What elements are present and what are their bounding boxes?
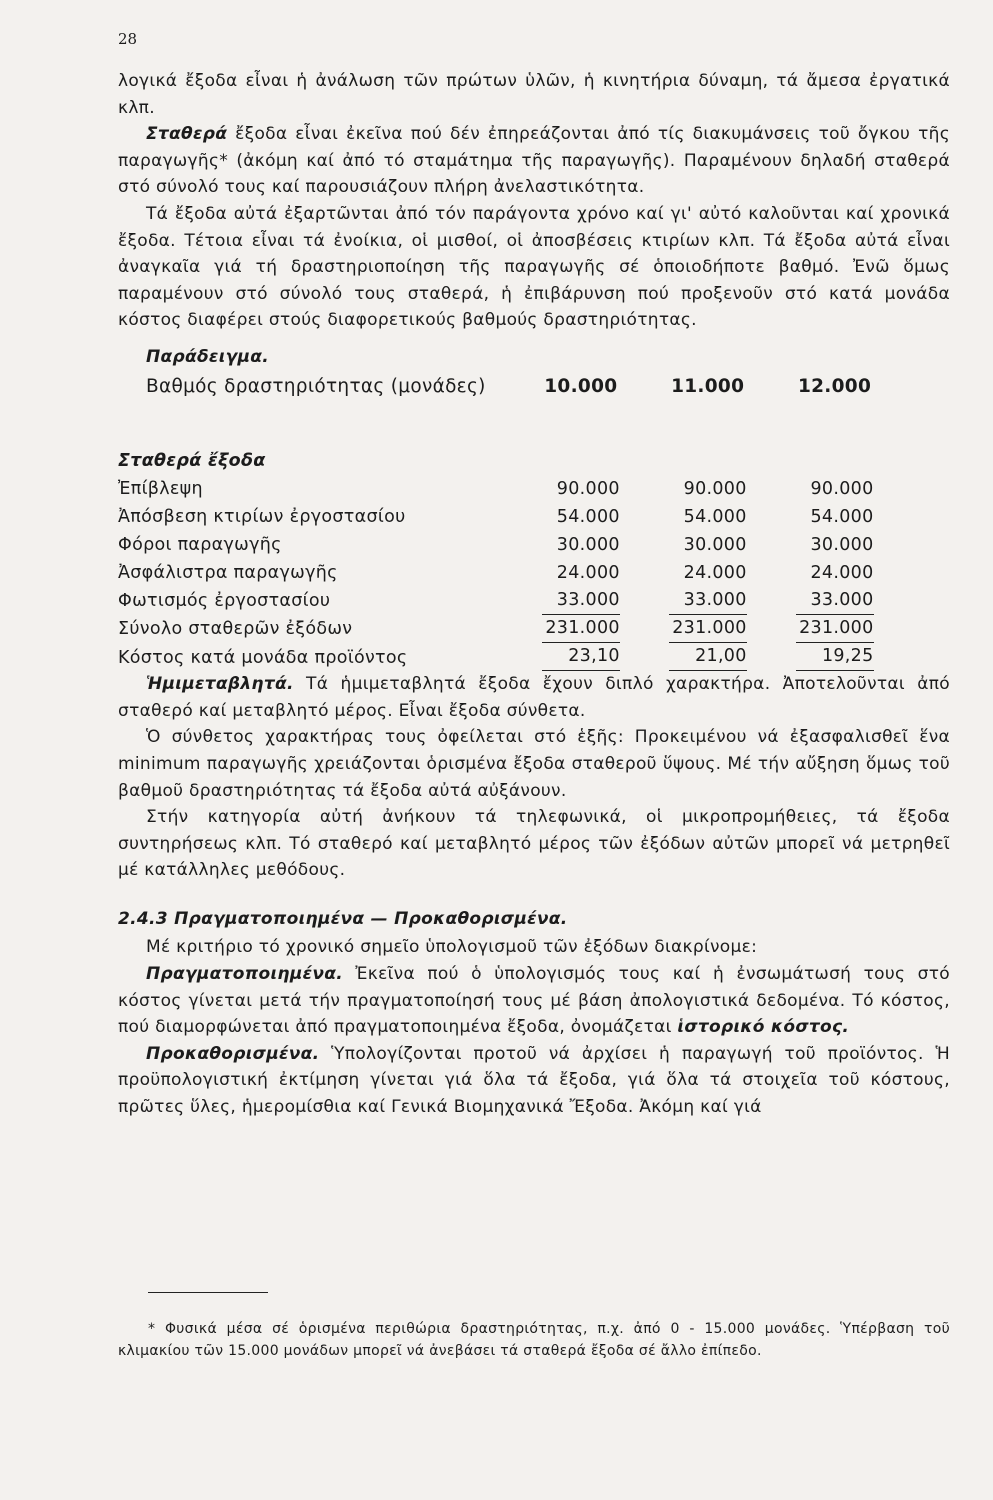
realized-definition: Ἐκεῖνα πού ὁ ὑπολογισμός τους καί ἡ ἐνσωμάτωσή τους στό κόστος γίνεται μετά τήν πραγματοποίησή τους μέ βάση ἀπολογιστικά δεδομένα. Τό κόστος, πού διαμορφώνεται ἀπό πραγματοποιημένα ἔξοδα, ὀνομάζεται <box>118 964 950 1038</box>
row-value: 24.000 <box>810 562 874 583</box>
activity-level-cell <box>771 371 898 401</box>
row-label: Ἀπόσβεση κτιρίων ἐργοστασίου <box>118 506 406 527</box>
row-value: 54.000 <box>810 506 874 527</box>
section-heading: 2.4.3 Πραγματοποιημένα — Προκαθορισμένα. <box>118 908 568 929</box>
fixed-costs-term: Σταθερά <box>146 124 228 145</box>
criterion-paragraph: Μέ κριτήριο τό χρονικό σημεῖο ὑπολογισμοῦ τῶν ἐξόδων διακρίνομε: <box>146 937 758 958</box>
activity-level: 10.000 <box>544 375 618 397</box>
semi-variable-examples-paragraph: Στήν κατηγορία αὐτή ἀνήκουν τά τηλεφωνικά, οἱ μικροπρομήθειες, τά ἔξοδα συντηρήσεως κλπ. Τό σταθερό καί μεταβλητό μέρος τῶν ἐξόδων αὐτῶν μπορεῖ νά μετρηθεῖ μέ κατάλληλες μεθόδους. <box>118 807 950 881</box>
row-value: 33.000 <box>542 587 620 615</box>
row-value: 90.000 <box>556 478 620 499</box>
row-value: 231.000 <box>796 615 874 643</box>
semi-variable-paragraph <box>118 671 950 724</box>
row-value: 231.000 <box>669 615 747 643</box>
realized-paragraph <box>118 961 950 1041</box>
row-value: 54.000 <box>683 506 747 527</box>
semi-variable-reason-paragraph: Ὁ σύνθετος χαρακτήρας τους ὀφείλεται στό ἑξῆς: Προκειμένου νά ἐξασφαλισθεῖ ἕνα minimum παραγωγῆς χρειάζονται ὁρισμένα ἔξοδα σταθεροῦ ὕψους. Μέ τήν αὔξηση ὅμως τοῦ βαθμοῦ δραστηριότητας τά ἔξοδα αὐτά αὐξάνουν. <box>118 727 950 801</box>
row-value: 54.000 <box>556 506 620 527</box>
row-value: 30.000 <box>683 534 747 555</box>
footnote <box>118 1318 950 1362</box>
row-value: 30.000 <box>556 534 620 555</box>
row-label: Φωτισμός ἐργοστασίου <box>118 590 331 611</box>
row-value: 24.000 <box>556 562 620 583</box>
row-label: Ἐπίβλεψη <box>118 478 203 499</box>
row-label: Κόστος κατά μονάδα προϊόντος <box>118 647 408 668</box>
table-row <box>118 503 898 531</box>
intro-paragraph: λογικά ἔξοδα εἶναι ἡ ἀνάλωση τῶν πρώτων ὑλῶν, ἡ κινητήρια δύναμη, τά ἄμεσα ἐργατικά κλπ. <box>118 71 950 118</box>
row-value: 231.000 <box>542 615 620 643</box>
footnote-text: * Φυσικά μέσα σέ ὁρισμένα περιθώρια δραστηριότητας, π.χ. ἀπό 0 - 15.000 μονάδες. Ὑπέρβαση τοῦ κλιμακίου τῶν 15.000 μονάδων μπορεῖ νά ἀνεβάσει τά σταθερά ἔξοδα σέ ἄλλο ἐπίπεδο. <box>118 1321 950 1359</box>
predetermined-definition: Ὑπολογίζονται προτοῦ νά ἀρχίσει ἡ παραγωγή τοῦ προϊόντος. Ἡ προϋπολογιστική ἐκτίμηση γίνεται γιά ὅλα τά ἔξοδα, γιά ὅλα τά στοιχεῖα τοῦ κόστους, πρῶτες ὕλες, ἡμερομίσθια καί Γενικά Βιομηχανικά Ἔξοδα. Ἀκόμη καί γιά <box>118 1043 950 1118</box>
page-body <box>118 68 950 1121</box>
activity-level-cell <box>644 371 771 401</box>
activity-level: 11.000 <box>671 375 745 397</box>
table-row <box>118 559 898 587</box>
row-value: 90.000 <box>810 478 874 499</box>
table-row <box>118 475 898 503</box>
fixed-costs-group-heading: Σταθερά ἔξοδα <box>118 450 266 471</box>
predetermined-term: Προκαθορισμένα. <box>146 1043 320 1064</box>
table-header-row <box>118 371 898 401</box>
footnote-divider <box>148 1292 268 1293</box>
fixed-costs-example-table <box>118 371 898 672</box>
fixed-costs-definition: ἔξοδα εἶναι ἐκεῖνα πού δέν ἐπηρεάζονται ἀπό τίς διακυμάνσεις τοῦ ὄγκου τῆς παραγωγῆς* (ἀκόμη καί ἀπό τό σταμάτημα τῆς παραγωγῆς). Παραμένουν δηλαδή σταθερά στό σύνολό τους καί παρουσιάζουν πλήρη ἀνελαστικότητα. <box>118 124 950 198</box>
row-value: 19,25 <box>796 643 874 672</box>
row-value: 24.000 <box>683 562 747 583</box>
semi-variable-definition: Τά ἡμιμεταβλητά ἔξοδα ἔχουν διπλό χαρακτήρα. Ἀποτελοῦνται ἀπό σταθερό καί μεταβλητό μέρος. Εἶναι ἔξοδα σύνθετα. <box>118 674 950 721</box>
activity-level-cell <box>517 371 644 401</box>
row-label: Φόροι παραγωγῆς <box>118 534 282 555</box>
table-row <box>118 587 898 615</box>
table-spacer <box>118 401 898 445</box>
fixed-costs-paragraph <box>118 121 950 201</box>
row-label: Ἀσφάλιστρα παραγωγῆς <box>118 562 338 583</box>
example-heading: Παράδειγμα. <box>146 346 270 367</box>
row-value: 23,10 <box>542 643 620 672</box>
realized-term: Πραγματοποιημένα. <box>146 964 344 985</box>
table-total-row <box>118 615 898 643</box>
row-value: 21,00 <box>669 643 747 672</box>
row-value: 33.000 <box>796 587 874 615</box>
time-dependence-paragraph: Τά ἔξοδα αὐτά ἐξαρτῶνται ἀπό τόν παράγοντα χρόνο καί γι' αὐτό καλοῦνται καί χρονικά ἔξοδα. Τέτοια εἶναι τά ἐνοίκια, οἱ μισθοί, οἱ ἀποσβέσεις κτιρίων κλπ. Τά ἔξοδα αὐτά εἶναι ἀναγκαῖα γιά τή δραστηριοποίηση τῆς παραγωγῆς σέ ὁποιοδήποτε βαθμό. Ἐνῶ ὅμως παραμένουν στό σύνολό τους σταθερά, ἡ ἐπιβάρυνση πού προξενοῦν στό κατά μονάδα κόστος διαφέρει στούς διαφορετικούς βαθμούς δραστηριότητας. <box>118 203 950 331</box>
row-value: 90.000 <box>683 478 747 499</box>
semi-variable-term: Ἡμιμεταβλητά. <box>146 674 294 695</box>
table-row <box>118 531 898 559</box>
row-value: 33.000 <box>669 587 747 615</box>
predetermined-paragraph <box>118 1041 950 1121</box>
row-label: Σύνολο σταθερῶν ἐξόδων <box>118 618 353 639</box>
page-number: 28 <box>118 30 138 48</box>
table-group-row <box>118 445 898 475</box>
row-value: 30.000 <box>810 534 874 555</box>
table-unit-cost-row <box>118 643 898 672</box>
historical-cost-term: ἱστορικό κόστος. <box>677 1017 850 1038</box>
activity-level-label: Βαθμός δραστηριότητας (μονάδες) <box>146 375 486 397</box>
activity-level: 12.000 <box>797 375 872 397</box>
